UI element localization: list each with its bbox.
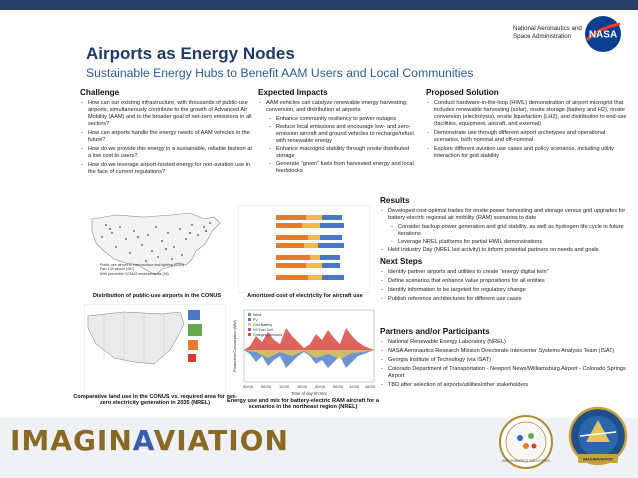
- imaginaviation-wordmark: [10, 424, 289, 457]
- partners-item: - TBD after selection of airports/utilities/other stakeholders: [380, 382, 632, 389]
- partners-item: - NASA Aeronautics Research Mission Directorate Intercenter Systems Analysis Team (ISAT): [380, 348, 632, 355]
- partners-item: - Colorado Department of Transportation - Newport News/Williamsburg Airport - Colorado Springs Airport: [380, 366, 632, 380]
- energy-legend-item: H2 Fuel Cell: [253, 327, 273, 332]
- impacts-sub-item: - Enhance community resiliency to power outages: [258, 116, 422, 123]
- seal1-text: AERONAUTICS SOLUTIONS: [502, 459, 550, 463]
- impacts-sub-item: - Generate “green” fuels from harvested energy and local feedstocks: [258, 161, 422, 175]
- energy-use-figure: [228, 306, 378, 398]
- poster-title: Airports as Energy Nodes: [86, 44, 295, 63]
- impacts-sub-item: - Enhance macrogrid stability through onsite distributed storage: [258, 146, 422, 160]
- energy-xtick: 18:00: [364, 384, 376, 389]
- top-band: [0, 0, 638, 10]
- solution-item: - Explore different aviation use cases and policy scenarios, including utility interaction for grid stability: [426, 146, 632, 160]
- impacts-lead: - AAM vehicles can catalyze renewable energy harvesting, conversion, and distribution at airports: [258, 100, 422, 114]
- agency-line-2: Space Administration: [513, 32, 572, 40]
- map-legend-item: Public use airport w/ hard surface and lighting (3344): [100, 263, 185, 267]
- aeronautics-solutions-seal: [498, 414, 554, 470]
- impacts-sub-item: - Reduce local emissions and encourage low- and zero-emission aircraft and ground vehicles to recharge/refuel with renewable energy: [258, 124, 422, 145]
- energy-xtick: 12:00: [348, 384, 360, 389]
- energy-xticks: [243, 384, 376, 389]
- results-section: [380, 196, 632, 256]
- aircraft-a-icon: A: [132, 424, 154, 457]
- impacts-heading: Expected Impacts: [258, 88, 328, 97]
- challenge-item: - How can our existing infrastructure, with thousands of public-use airports, simultaneously contribute to the growth of Advanced Air Mobility (AAM) and to the broader goal of net-zero emissions in all sectors?: [80, 100, 256, 128]
- energy-xtick: 12:00: [278, 384, 290, 389]
- brand-right: VIATION: [153, 424, 289, 457]
- solution-heading: Proposed Solution: [426, 88, 499, 97]
- land-use-figure: [84, 304, 226, 394]
- results-item: - Held Industry Day (NREL led activity) to inform potential partners on needs and goals: [380, 247, 632, 254]
- land-use-caption: Comparative land use in the CONUS vs. required area for net-zero electricity generation in 2035 (NREL): [73, 394, 237, 407]
- results-item: - Developed cost-optimal trades for onsite power harvesting and storage versus grid upgrades for battery-electric regional air mobility (RAM) scenarios to date: [380, 208, 632, 222]
- energy-xlabel: Time of day hh:mm: [291, 391, 327, 396]
- energy-xtick: 18:00: [296, 384, 308, 389]
- solution-section: [426, 88, 632, 162]
- challenge-section: [80, 88, 256, 178]
- challenge-heading: Challenge: [80, 88, 120, 97]
- results-heading: Results: [380, 196, 410, 205]
- solution-item: - Demonstrate use through different airport archetypes and operational scenarios, both nominal and off-nominal: [426, 130, 632, 144]
- next-steps-item: - Identify partner airports and utilities to create “energy digital twin”: [380, 269, 632, 276]
- next-steps-item: - Publish reference architectures for different use cases: [380, 296, 632, 303]
- energy-legend-item: Wind: [253, 312, 262, 317]
- challenge-item: - How do we provide this energy in a sustainable, reliable fashion at a low cost to users?: [80, 146, 256, 160]
- map-caption: Distribution of public-use airports in the CONUS: [92, 293, 222, 299]
- results-sub-item: - Consider backup power generation and grid stability, as well as hydrogen life cycle in future iterations: [380, 224, 632, 238]
- next-steps-item: - Identify information to be targeted for regulatory change: [380, 287, 632, 294]
- next-steps-heading: Next Steps: [380, 257, 423, 266]
- nasa-logo-text: NASA: [588, 29, 618, 41]
- map-legend: [100, 263, 210, 276]
- results-sub-item: - Leverage NREL platforms for partial HWIL demonstrations: [380, 239, 632, 246]
- energy-xtick: 06:00: [260, 384, 272, 389]
- airport-map-figure: [86, 205, 226, 293]
- brand-left: IMAGIN: [10, 424, 133, 457]
- nasa-logo: [583, 14, 623, 54]
- impacts-section: [258, 88, 422, 176]
- cost-caption: Amortized cost of electricity for aircraft use: [247, 293, 363, 299]
- partners-item: - National Renewable Energy Laboratory (NREL): [380, 339, 632, 346]
- solution-item: - Conduct hardware-in-the-loop (HWIL) demonstration of airport microgrid that includes renewable harvesting (solar), onsite storage (battery and H2), onsite conversion (electrolysis), onsite liquefaction (LH2), and distribution to end-use (facilities, equipment, aircraft, and external): [426, 100, 632, 128]
- poster-subtitle: Sustainable Energy Hubs to Benefit AAM Users and Local Communities: [86, 66, 474, 80]
- agency-line-1: National Aeronautics and: [513, 25, 582, 32]
- seal2-text: IMAGINAVIATION: [583, 457, 613, 462]
- agency-name: [513, 25, 582, 40]
- energy-legend-item: Charging Demand: [253, 332, 283, 337]
- partners-item: - Georgia Institute of Technology (via ISAT): [380, 357, 632, 364]
- energy-ylabel: Production/Consumption (MW): [233, 320, 237, 372]
- energy-legend-item: PV: [253, 317, 258, 322]
- energy-xtick: 00:00: [314, 384, 326, 389]
- next-steps-item: - Define scenarios that enhance value propositions for all entities: [380, 278, 632, 285]
- partners-section: [380, 327, 632, 391]
- energy-xtick: 00:00: [242, 384, 254, 389]
- cost-chart-figure: [238, 205, 370, 293]
- challenge-item: - How do we leverage airport-hosted energy for non-aviation use in the face of current regulations?: [80, 162, 256, 176]
- energy-legend-item: Grid Battery: [253, 322, 273, 327]
- energy-caption: Energy use and mix for battery-electric RAM aircraft for a scenarios in the northeast region (NREL): [226, 398, 379, 411]
- imaginaviation-badge: [566, 406, 630, 472]
- map-legend-item: 80th percentile CONUS endorsements (36): [100, 271, 169, 276]
- challenge-item: - How can airports handle the energy needs of AAM vehicles in the future?: [80, 130, 256, 144]
- energy-xtick: 06:00: [332, 384, 344, 389]
- next-steps-section: [380, 257, 632, 305]
- partners-heading: Partners and/or Participants: [380, 327, 490, 336]
- map-legend-item: Part 139 airport (457): [100, 267, 135, 272]
